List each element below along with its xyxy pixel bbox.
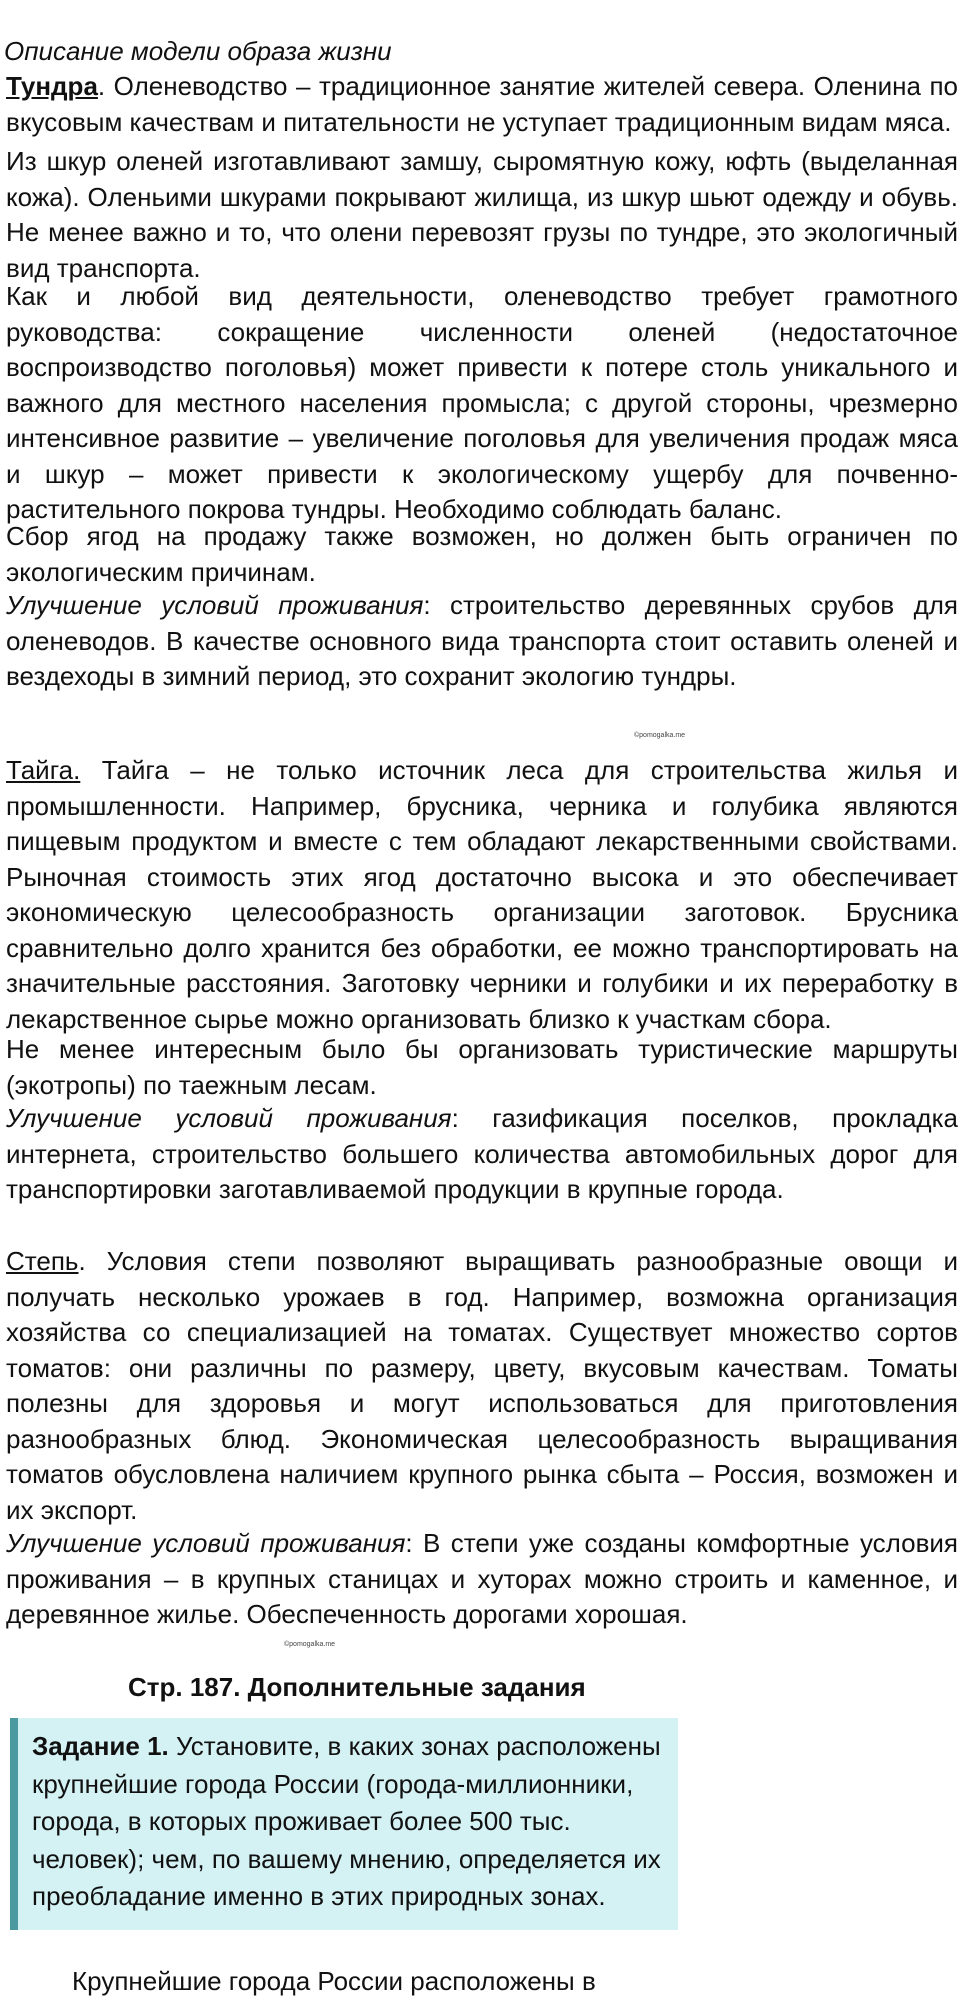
taiga-text-1: Тайга – не только источник леса для строительства жилья и промышленности. Например, брусника, черника и голубика являются пищевым продуктом и вместе с тем обладают лекарственными свойствами. Рыночная стоимость этих ягод достаточно высока и это обеспечивает экономическую целесообразность организации заготовок. Брусника сравнительно долго хранится без обработки, ее можно транспортировать на значительные расстояния. Заготовку черники и голубики и их переработку в лекарственное сырье можно организовать близко к участкам сбора. <box>6 755 958 1034</box>
taiga-paragraph-1 <box>6 753 958 1037</box>
tundra-heading: Тундра <box>6 71 98 101</box>
task-1-text: Установите, в каких зонах расположены крупнейшие города России (города-миллионники, города, в которых проживает более 500 тыс. человек); чем, по вашему мнению, определяется их преобладание именно в этих природных зонах. <box>32 1731 661 1911</box>
steppe-improvement <box>6 1526 958 1633</box>
task-1-box <box>10 1718 678 1930</box>
tundra-paragraph-3: Как и любой вид деятельности, оленеводство требует грамотного руководства: сокращение численности оленей (недостаточное воспроизводство поголовья) может привести к потере столь уникального и важного для местного населения промысла; с другой стороны, чрезмерно интенсивное развитие – увеличение поголовья для увеличения продаж мяса и шкур – может привести к экологическому ущербу для почвенно-растительного покрова тундры. Необходимо соблюдать баланс. <box>6 281 958 524</box>
steppe-improvement-label: Улучшение условий проживания <box>6 1528 406 1558</box>
answer-start-text: Крупнейшие города России расположены в <box>72 1966 596 1996</box>
steppe-text-1: . Условия степи позволяют выращивать разнообразные овощи и получать несколько урожаев в год. Например, возможна организация хозяйства со специализацией на томатах. Существует множество сортов томатов: они различны по размеру, цвету, вкусовым качествам. Томаты полезны для здоровья и могут использоваться для приготовления разнообразных блюд. Экономическая целесообразность выращивания томатов обусловлена наличием крупного рынка сбыта – Россия, возможен и их экспорт. <box>6 1246 958 1525</box>
taiga-improvement-label: Улучшение условий проживания <box>6 1103 452 1133</box>
steppe-heading: Степь <box>6 1246 79 1276</box>
tundra-paragraph-4: Сбор ягод на продажу также возможен, но должен быть ограничен по экологическим причинам. <box>6 521 958 587</box>
watermark: ©pomogalka.me <box>634 732 686 739</box>
tundra-text-1: . Оленеводство – традиционное занятие жителей севера. Оленина по вкусовым качествам и питательности не уступает традиционным видам мяса. <box>6 71 958 137</box>
tundra-paragraph-1 <box>6 69 958 140</box>
steppe-improvement-text: : В степи уже созданы комфортные условия проживания – в крупных станицах и хуторах можно строить и каменное, и деревянное жилье. Обеспеченность дорогами хорошая. <box>6 1528 958 1629</box>
task-1-label: Задание 1. <box>32 1731 169 1761</box>
page-title: Описание модели образа жизни <box>4 36 392 66</box>
tundra-improvement-text: : строительство деревянных срубов для оленеводов. В качестве основного вида транспорта стоит оставить оленей и вездеходы в зимний период, это сохранит экологию тундры. <box>6 590 958 691</box>
taiga-heading: Тайга. <box>6 755 81 785</box>
watermark-2: ©pomogalka.me <box>284 1641 336 1648</box>
extra-tasks-heading: Стр. 187. Дополнительные задания <box>128 1672 586 1702</box>
steppe-paragraph-1 <box>6 1244 958 1528</box>
tundra-improvement-label: Улучшение условий проживания <box>6 590 424 620</box>
taiga-paragraph-2: Не менее интересным было бы организовать туристические маршруты (экотропы) по таежным лесам. <box>6 1034 958 1100</box>
tundra-improvement <box>6 588 958 695</box>
taiga-improvement-text: : газификация поселков, прокладка интернета, строительство большего количества автомобильных дорог для транспортировки заготавливаемой продукции в крупные города. <box>6 1103 958 1204</box>
tundra-paragraph-2: Из шкур оленей изготавливают замшу, сыромятную кожу, юфть (выделанная кожа). Оленьими шкурами покрывают жилища, из шкур шьют одежду и обувь. Не менее важно и то, что олени перевозят грузы по тундре, это экологичный вид транспорта. <box>6 146 958 283</box>
taiga-improvement <box>6 1101 958 1208</box>
